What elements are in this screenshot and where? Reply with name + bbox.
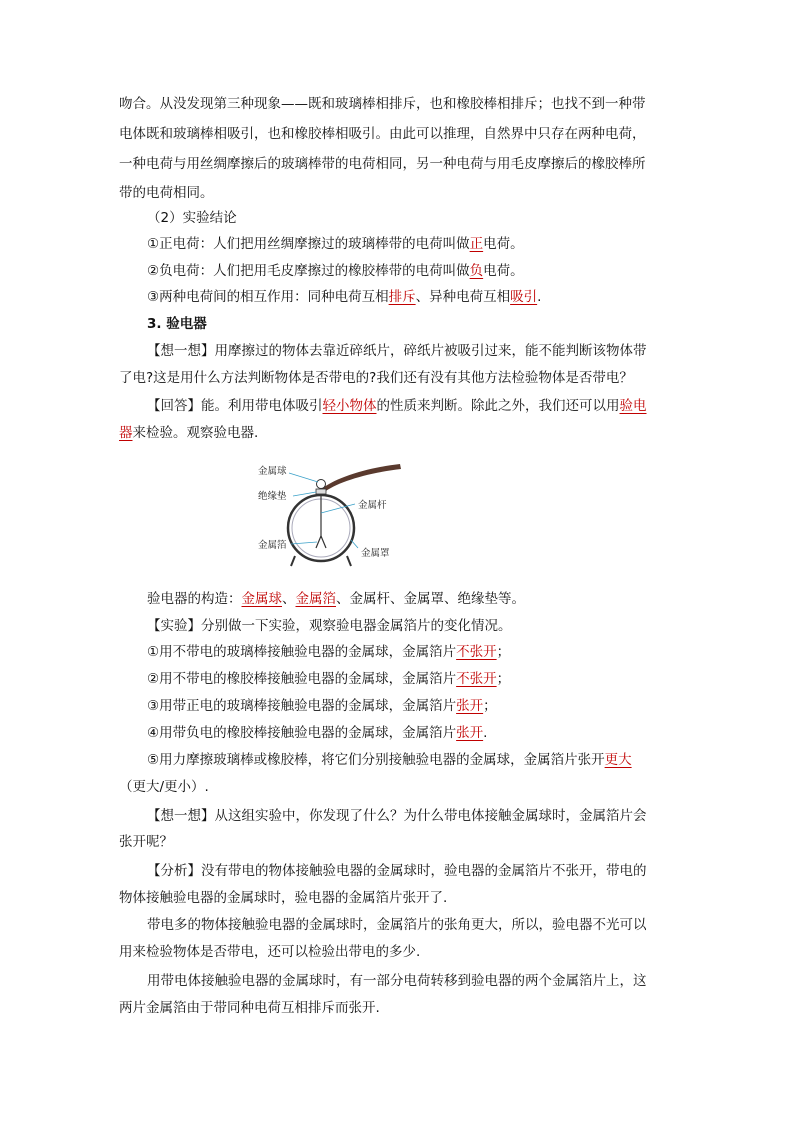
answer-blank: 负 xyxy=(469,263,484,279)
text: ①正电荷：人们把用丝绸摩擦过的玻璃棒带的电荷叫做 xyxy=(147,236,470,252)
analysis-line: 用来检验物体是否带电，还可以检验出带电的多少. xyxy=(119,944,421,960)
experiment-item xyxy=(147,669,510,689)
label-metal-rod: 金属杆 xyxy=(358,500,387,511)
charged-rod xyxy=(320,464,401,493)
leader-line xyxy=(351,540,358,548)
answer-blank: 吸引 xyxy=(510,289,538,305)
section-heading: 3. 验电器 xyxy=(147,316,207,332)
answer-blank: 金属箔 xyxy=(295,591,336,607)
paragraph-line: 吻合。从没发现第三种现象——既和玻璃棒相排斥，也和橡胶棒相排斥；也找不到一种带 xyxy=(119,96,646,112)
think-line: 【想一想】从这组实验中，你发现了什么？为什么带电体接触金属球时，金属箔片会 xyxy=(147,808,647,824)
answer-blank: 金属球 xyxy=(241,591,282,607)
analysis-line: 用带电体接触验电器的金属球时，有一部分电荷转移到验电器的两个金属箔片上，这 xyxy=(147,973,647,989)
negative-charge-line xyxy=(147,261,524,281)
interaction-line xyxy=(147,287,541,307)
label-metal-ball: 金属球 xyxy=(258,466,287,477)
structure-line xyxy=(147,589,525,609)
answer-blank: 正 xyxy=(469,236,484,252)
analysis-line: 两片金属箔由于带同种电荷互相排斥而张开. xyxy=(119,1000,380,1016)
label-insulating-pad: 绝缘垫 xyxy=(258,491,287,502)
answer-blank: 张开 xyxy=(456,698,484,714)
text: ③用带正电的玻璃棒接触验电器的金属球，金属箔片 xyxy=(147,698,457,714)
paragraph-line: 一种电荷与用丝绸摩擦后的玻璃棒带的电荷相同，另一种电荷与用毛皮摩擦后的橡胶棒所 xyxy=(119,156,646,172)
think-line: 张开呢？ xyxy=(119,834,173,850)
metal-ball xyxy=(317,480,326,489)
electroscope-diagram xyxy=(255,458,415,576)
think-line: 了电?这是用什么方法判断物体是否带电的?我们还有没有其他方法检验物体是否带电？ xyxy=(119,370,633,386)
experiment-item xyxy=(147,696,497,716)
analysis-line: 物体接触验电器的金属球时，验电器的金属箔片张开了. xyxy=(119,890,448,906)
label-metal-foil: 金属箔 xyxy=(258,540,287,551)
answer-blank: 张开 xyxy=(456,725,484,741)
paragraph-line: 带的电荷相同。 xyxy=(119,185,214,201)
text: 电荷。 xyxy=(483,236,524,252)
text: 电荷。 xyxy=(483,263,524,279)
text: 、 xyxy=(282,591,296,607)
leader-line xyxy=(289,473,318,482)
text: ； xyxy=(496,671,511,687)
text: 、异种电荷互相 xyxy=(415,289,511,305)
text: 【回答】能。利用带电体吸引 xyxy=(147,398,323,414)
text: 来检验。观察验电器. xyxy=(132,425,259,441)
answer-blank: 更大 xyxy=(604,752,632,768)
experiment-item-cont: （更大/更小）. xyxy=(119,779,209,795)
conclusion-heading: （2）实验结论 xyxy=(147,210,237,226)
text: ⑤用力摩擦玻璃棒或橡胶棒，将它们分别接触验电器的金属球，金属箔片张开 xyxy=(147,752,605,768)
text: ④用带负电的橡胶棒接触验电器的金属球，金属箔片 xyxy=(147,725,457,741)
text: 的性质来判断。除此之外，我们还可以用 xyxy=(376,398,620,414)
paragraph-line: 电体既和玻璃棒相吸引，也和橡胶棒相吸引。由此可以推理，自然界中只存在两种电荷， xyxy=(119,126,646,142)
text: ； xyxy=(496,644,511,660)
think-line: 【想一想】用摩擦过的物体去靠近碎纸片，碎纸片被吸引过来，能不能判断该物体带 xyxy=(147,343,647,359)
experiment-intro: 【实验】分别做一下实验，观察验电器金属箔片的变化情况。 xyxy=(147,618,512,634)
text: ； xyxy=(483,698,497,714)
answer-blank: 排斥 xyxy=(388,289,416,305)
answer-blank: 验电 xyxy=(619,398,647,414)
answer-blank: 不张开 xyxy=(456,644,497,660)
analysis-line: 【分析】没有带电的物体接触验电器的金属球时，验电器的金属箔片不张开，带电的 xyxy=(147,863,647,879)
answer-blank: 器 xyxy=(119,425,133,441)
text: . xyxy=(537,289,542,305)
analysis-line: 带电多的物体接触验电器的金属球时，金属箔片的张角更大，所以，验电器不光可以 xyxy=(147,917,647,933)
text: 验电器的构造： xyxy=(147,591,242,607)
experiment-item xyxy=(147,642,510,662)
answer-line xyxy=(147,396,647,416)
text: ③两种电荷间的相互作用：同种电荷互相 xyxy=(147,289,389,305)
experiment-item xyxy=(147,723,487,743)
label-metal-cover: 金属罩 xyxy=(361,548,390,559)
insulating-pad xyxy=(316,489,326,494)
answer-line xyxy=(119,423,258,443)
positive-charge-line xyxy=(147,234,524,254)
text: ②用不带电的橡胶棒接触验电器的金属球，金属箔片 xyxy=(147,671,457,687)
text: . xyxy=(483,725,488,741)
text: ①用不带电的玻璃棒接触验电器的金属球，金属箔片 xyxy=(147,644,457,660)
answer-blank: 轻小物体 xyxy=(322,398,377,414)
experiment-item xyxy=(147,750,632,770)
text: 、金属杆、金属罩、绝缘垫等。 xyxy=(336,591,525,607)
text: ②负电荷：人们把用毛皮摩擦过的橡胶棒带的电荷叫做 xyxy=(147,263,470,279)
answer-blank: 不张开 xyxy=(456,671,497,687)
